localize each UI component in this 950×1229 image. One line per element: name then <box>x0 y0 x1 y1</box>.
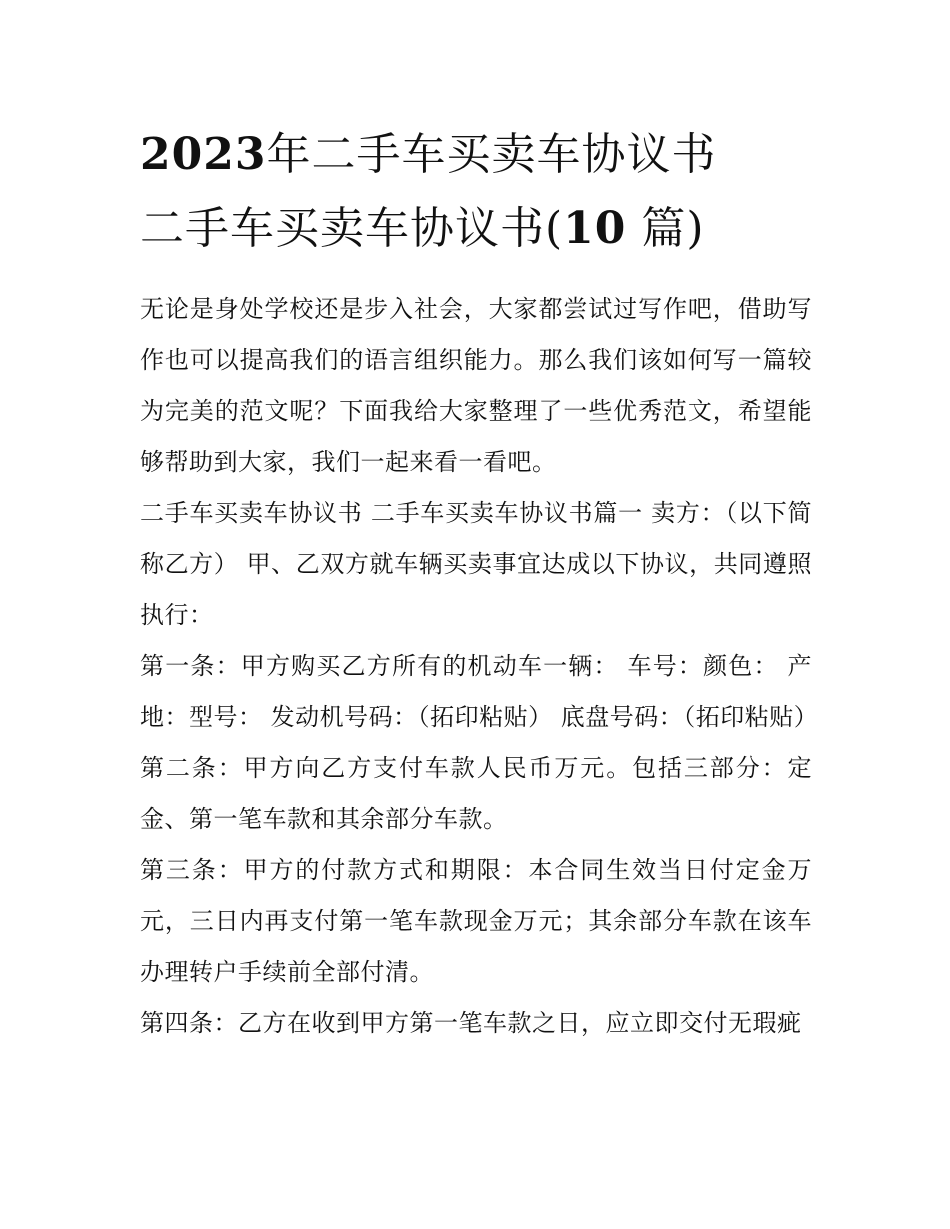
title-year: 2023 <box>140 129 267 180</box>
document-title-line-2 <box>140 192 812 266</box>
title-line-1-text: 年二手车买卖车协议书 <box>266 129 717 180</box>
article-2: 第二条：甲方向乙方支付车款人民币万元。包括三部分：定金、第一笔车款和其余部分车款。 <box>140 754 812 833</box>
document-title-line-1 <box>140 118 812 192</box>
title-count: 10 <box>563 203 627 254</box>
article-1: 第一条：甲方购买乙方所有的机动车一辆： 车号：颜色： 产地：型号： 发动机号码：（拓印粘贴） 底盘号码：（拓印粘贴） <box>140 652 819 731</box>
agreement-preamble: 二手车买卖车协议书 二手车买卖车协议书篇一 卖方：（以下简称乙方） 甲、乙双方就车辆买卖事宜达成以下协议，共同遵照执行： <box>140 499 812 629</box>
article-4: 第四条：乙方在收到甲方第一笔车款之日，应立即交付无瑕疵 <box>140 1009 802 1037</box>
article-3: 第三条：甲方的付款方式和期限：本合同生效当日付定金万元，三日内再支付第一笔车款现金万元；其余部分车款在该车办理转户手续前全部付清。 <box>140 856 812 986</box>
document-content <box>140 118 819 1049</box>
title-line-2-text: 二手车买卖车协议书( <box>140 203 564 254</box>
document-body <box>140 284 819 1049</box>
title-line-2-suffix: 篇) <box>626 203 705 254</box>
intro-paragraph: 无论是身处学校还是步入社会，大家都尝试过写作吧，借助写作也可以提高我们的语言组织能力。那么我们该如何写一篇较为完美的范文呢？下面我给大家整理了一些优秀范文，希望能够帮助到大家，我们一起来看一看吧。 <box>140 295 812 476</box>
